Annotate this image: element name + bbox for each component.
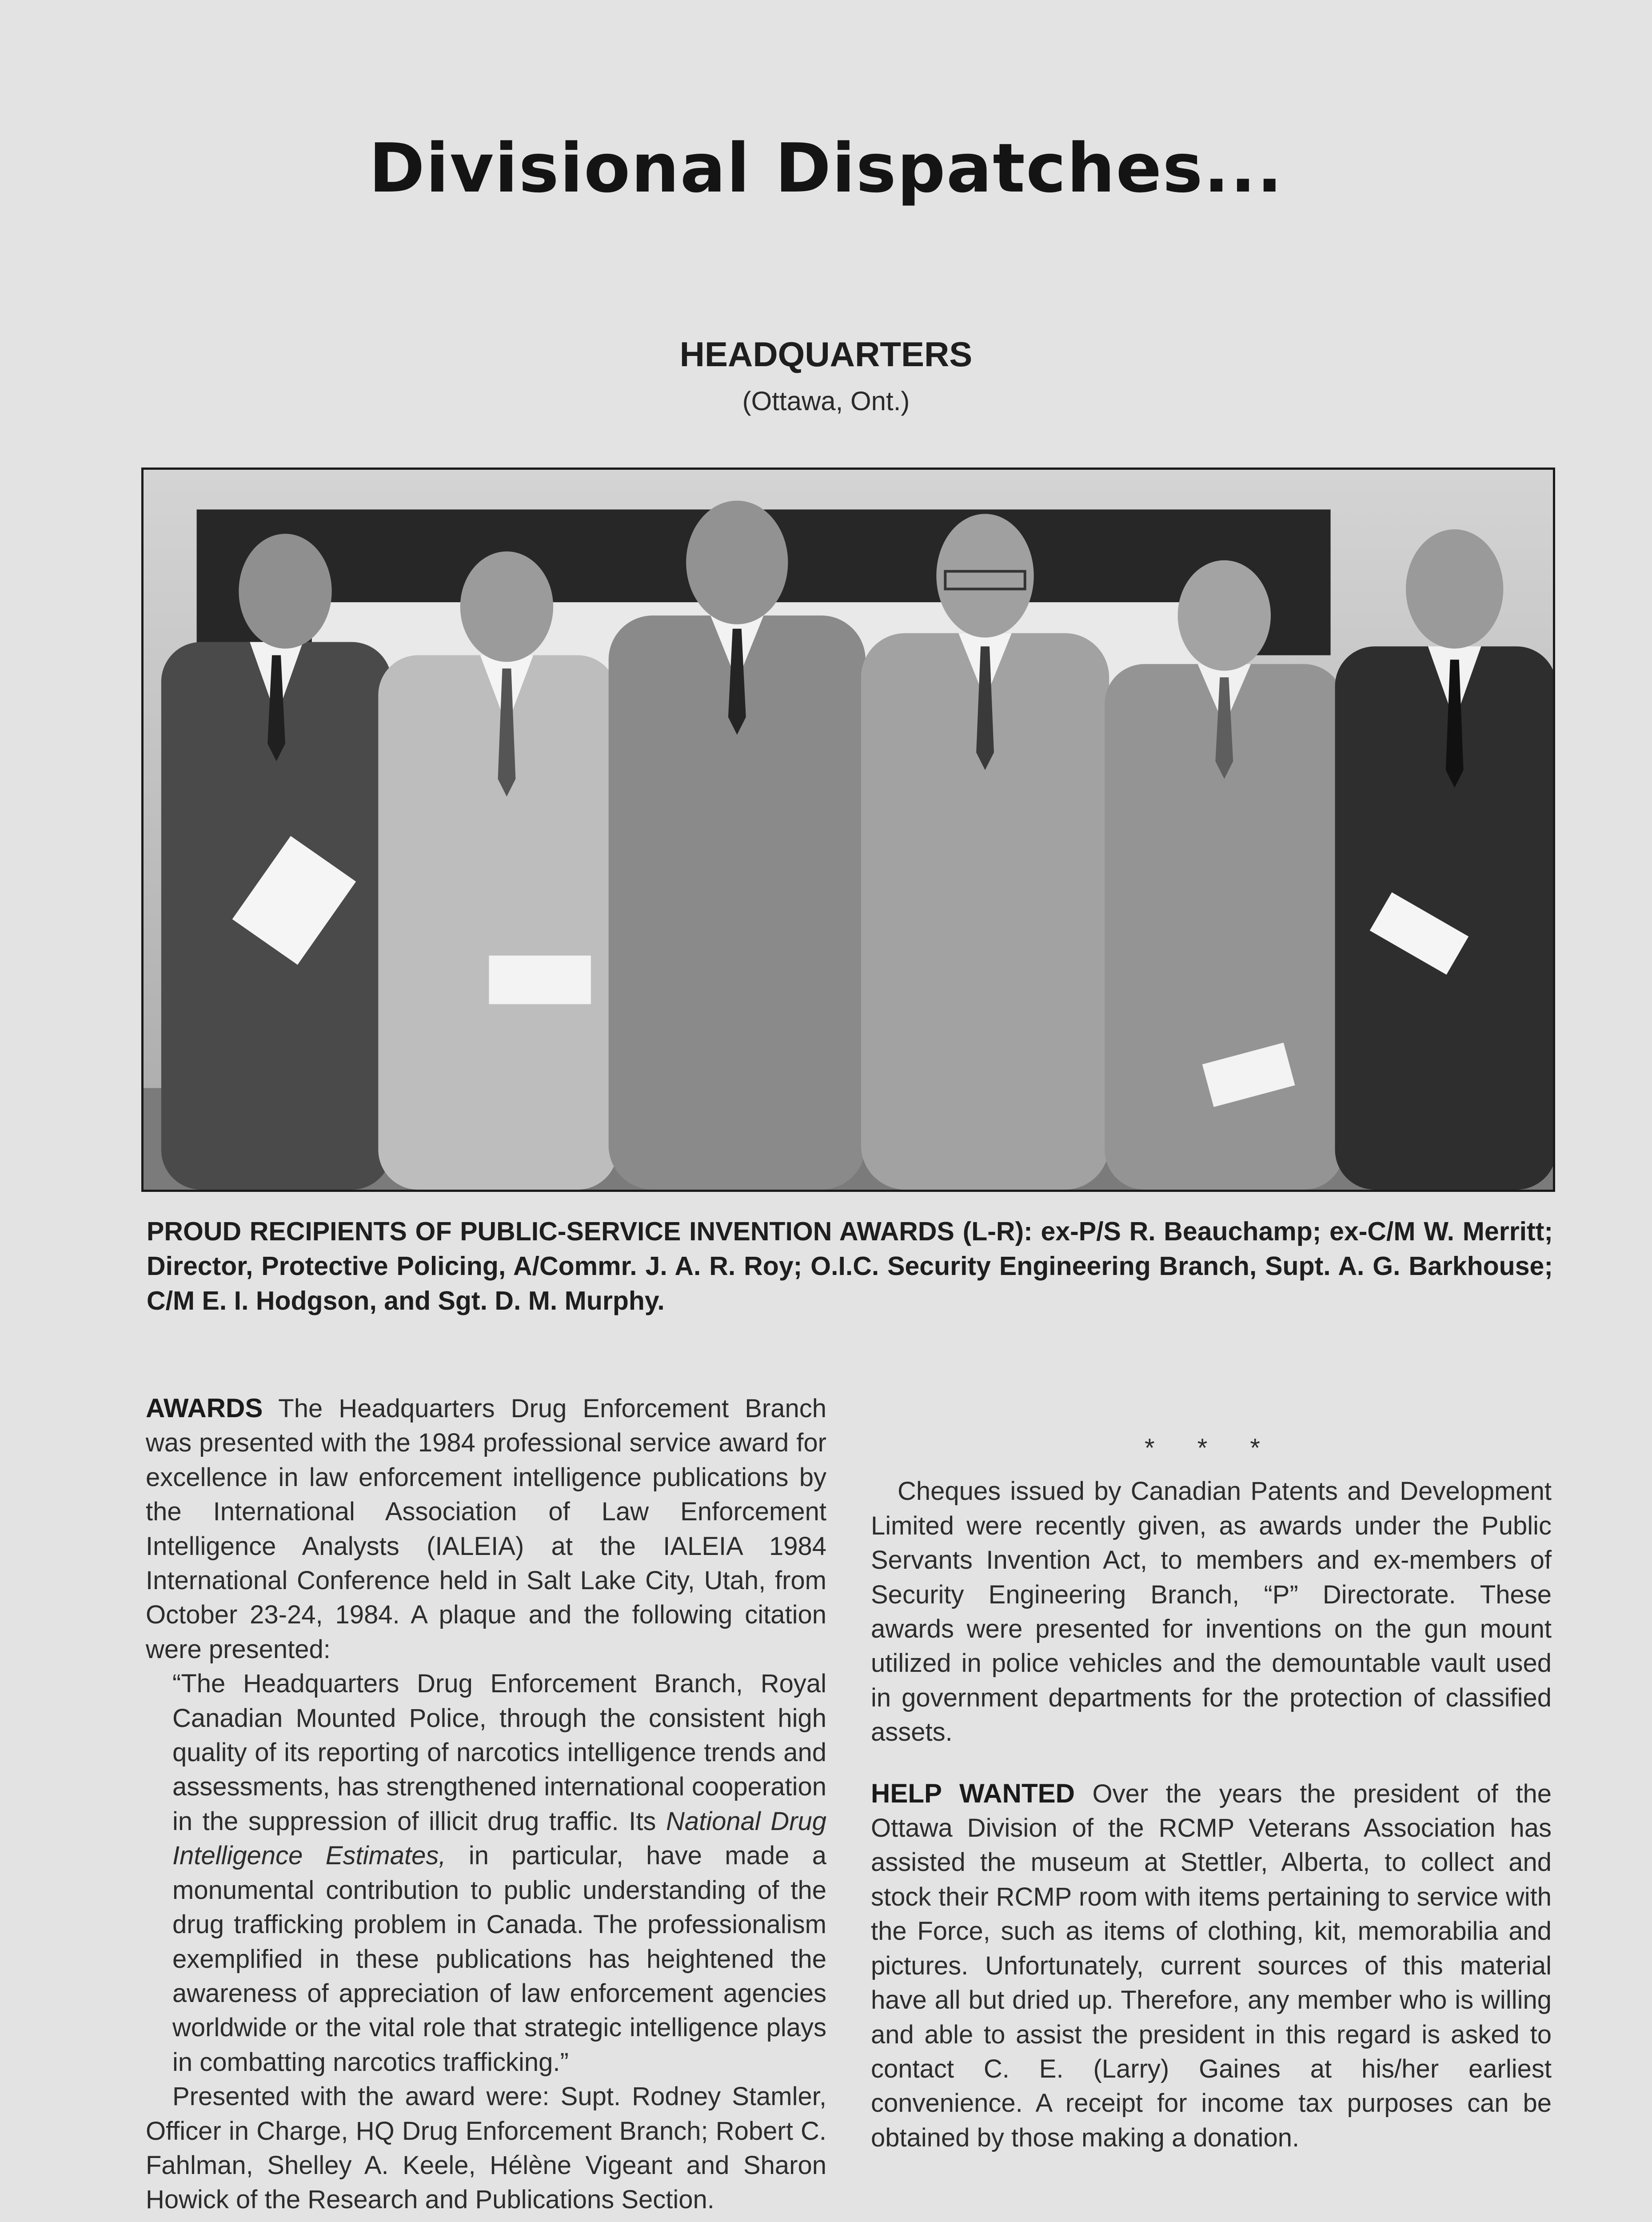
awards-lead: AWARDS <box>146 1393 263 1423</box>
section-location: (Ottawa, Ont.) <box>742 386 910 416</box>
citation-part-2: in particular, have made a monumental contribution to public understanding of the drug trafficking problem in Canada. The professionalism exemplified in these publications has heightened the awareness of appreciation of law enforcement agencies worldwide or the vital role that strategic intelligence plays in combatting narcotics trafficking.” <box>172 1841 826 2077</box>
section-separator: * * * <box>1145 1434 1278 1463</box>
page-title: Divisional Dispatches... <box>368 129 1284 208</box>
citation-publication-title: National Drug Intelligence Estimates, <box>172 1806 826 1870</box>
awards-paragraph <box>146 1391 826 1666</box>
help-wanted-lead: HELP WANTED <box>871 1778 1075 1808</box>
photo-caption: PROUD RECIPIENTS OF PUBLIC-SERVICE INVENTION AWARDS (L-R): ex-P/S R. Beauchamp; ex-C/M W. Merritt; Director, Protective Policing, A/Commr. J. A. R. Roy; O.I.C. Security Engineering Branch, Supt. A. G. Barkhouse; C/M E. I. Hodgson, and Sgt. D. M. Murphy. <box>147 1217 1553 1315</box>
right-column <box>871 1391 1552 2155</box>
citation-part-1: “The Headquarters Drug Enforcement Branch, Royal Canadian Mounted Police, through the consistent high quality of its reporting of narcotics intelligence trends and assessments, has strengthened international cooperation in the suppression of illicit drug traffic. Its <box>172 1669 826 1836</box>
left-column <box>146 1391 826 2217</box>
section-heading: HEADQUARTERS <box>679 335 973 374</box>
presented-paragraph: Presented with the award were: Supt. Rodney Stamler, Officer in Charge, HQ Drug Enforcement Branch; Robert C. Fahlman, Shelley A. Keele, Hélène Vigeant and Sharon Howick of the Research and Publications Section. <box>146 2082 826 2214</box>
group-photo-illustration <box>144 470 1553 1190</box>
awards-intro: The Headquarters Drug Enforcement Branch was presented with the 1984 professional service award for excellence in law enforcement intelligence publications by the International Association of Law Enforcement Intelligence Analysts (IALEIA) at the IALEIA 1984 International Conference held in Salt Lake City, Utah, from October 23-24, 1984. A plaque and the following citation were presented: <box>146 1394 826 1664</box>
cheques-paragraph: Cheques issued by Canadian Patents and Development Limited were recently given, as awards under the Public Servants Invention Act, to members and ex-members of Security Engineering Branch, “P” Directorate. These awards were presented for inventions on the gun mount utilized in police vehicles and the demountable vault used in government departments for the protection of classified assets. <box>871 1477 1552 1747</box>
help-wanted-paragraph <box>871 1776 1552 2155</box>
help-wanted-text: Over the years the president of the Ottawa Division of the RCMP Veterans Association has assisted the museum at Stettler, Alberta, to collect and stock their RCMP room with items pertaining to service with the Force, such as items of clothing, kit, memorabilia and pictures. Unfortunately, current sources of this material have all but dried up. Therefore, any member who is willing and able to assist the president in this regard is asked to contact C. E. (Larry) Gaines at his/her earliest convenience. A receipt for income tax purposes can be obtained by those making a donation. <box>871 1779 1552 2152</box>
group-photo <box>141 468 1555 1192</box>
award-citation <box>146 1666 826 2079</box>
